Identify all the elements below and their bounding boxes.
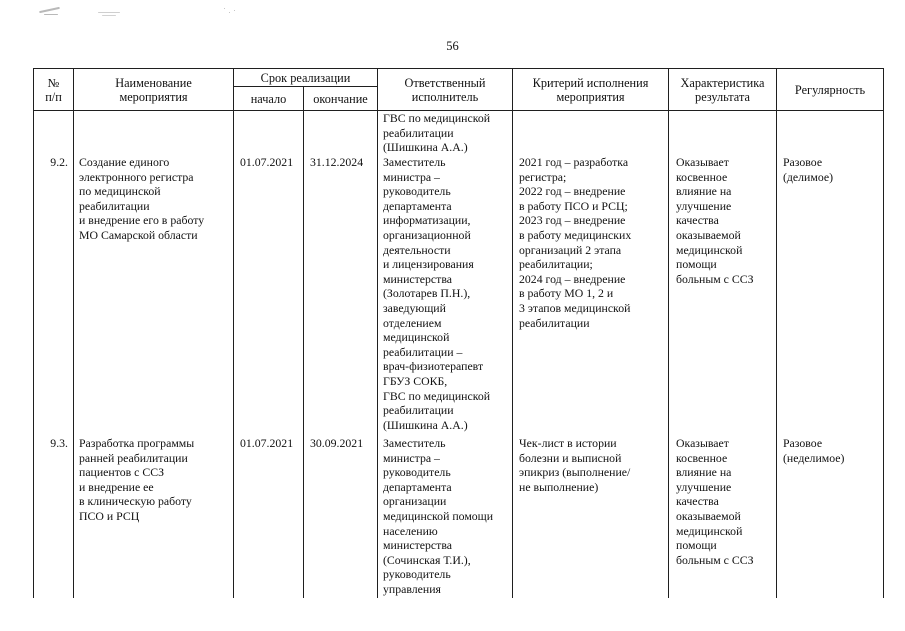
text-line: болезни и выписной xyxy=(519,450,622,465)
text-line: Заместитель xyxy=(383,155,446,169)
header-start-label: начало xyxy=(250,91,287,106)
text-line: в клиническую работу xyxy=(79,494,192,509)
text-line: регистра; xyxy=(519,169,567,184)
text-line: руководитель xyxy=(383,567,451,582)
text-line: (делимое) xyxy=(783,169,834,184)
text-line: мероприятия xyxy=(556,89,625,104)
text-line: (Золотарев П.Н.), xyxy=(383,286,471,301)
text-line: реабилитации xyxy=(519,315,590,330)
text-line: оказываемой xyxy=(676,227,741,242)
text-line: медицинской xyxy=(383,330,450,345)
text-line: министра – xyxy=(383,169,440,184)
carryover-responsible xyxy=(383,111,490,155)
text-line: больным с ССЗ xyxy=(676,552,754,567)
text-line: № xyxy=(47,75,60,90)
text-line: ранней реабилитации xyxy=(79,450,188,465)
text-line: 2024 год – внедрение xyxy=(519,271,626,286)
text-line: Критерий исполнения xyxy=(532,75,649,90)
row-number: 9.3. xyxy=(50,436,68,450)
text-line: реабилитации – xyxy=(383,344,463,359)
header-name xyxy=(74,69,233,110)
text-line: 3 этапов медицинской xyxy=(519,300,631,315)
text-line: Оказывает xyxy=(676,155,729,169)
header-start xyxy=(234,87,303,110)
text-line: реабилитации xyxy=(383,125,454,140)
text-line: населению xyxy=(383,523,438,538)
completion-criterion xyxy=(519,436,630,494)
text-line: организации xyxy=(383,494,447,509)
page-number: 56 xyxy=(446,39,459,53)
text-line: ГБУЗ СОКБ, xyxy=(383,373,448,388)
text-line: 2021 год – разработка xyxy=(519,155,629,169)
text-line: МО Самарской области xyxy=(79,227,198,242)
text-line: департамента xyxy=(383,479,452,494)
responsible-executor xyxy=(383,436,493,597)
text-line: руководитель xyxy=(383,184,451,199)
text-line: улучшение xyxy=(676,479,732,494)
text-line: медицинской помощи xyxy=(383,508,494,523)
header-end xyxy=(304,87,377,110)
text-line: косвенное xyxy=(676,450,728,465)
text-line: в работу МО 1, 2 и xyxy=(519,286,614,301)
text-line: информатизации, xyxy=(383,213,471,228)
text-line: реабилитации; xyxy=(519,257,593,272)
text-line: влияние на xyxy=(676,184,732,199)
header-end-label: окончание xyxy=(313,91,368,106)
text-line: улучшение xyxy=(676,198,732,213)
text-line: Заместитель xyxy=(383,436,446,450)
text-line: врач-физиотерапевт xyxy=(383,359,484,374)
text-line: косвенное xyxy=(676,169,728,184)
text-line: организационной xyxy=(383,227,471,242)
text-line: 2023 год – внедрение xyxy=(519,213,626,228)
text-line: ГВС по медицинской xyxy=(383,388,491,403)
text-line: ГВС по медицинской xyxy=(383,111,491,125)
text-line: и внедрение его в работу xyxy=(79,213,205,228)
text-line: помощи xyxy=(676,257,717,272)
text-line: медицинской xyxy=(676,523,743,538)
header-result xyxy=(669,69,776,110)
text-line: качества xyxy=(676,213,719,228)
start-date: 01.07.2021 xyxy=(240,155,294,169)
text-line: больным с ССЗ xyxy=(676,271,754,286)
text-line: министра – xyxy=(383,450,440,465)
text-line: Чек-лист в истории xyxy=(519,436,617,450)
text-line: управления xyxy=(383,581,441,596)
text-line: медицинской xyxy=(676,242,743,257)
text-line: Разработка программы xyxy=(79,436,195,450)
text-line: ПСО и РСЦ xyxy=(79,508,140,523)
text-line: министерства xyxy=(383,271,452,286)
text-line: результата xyxy=(695,89,750,104)
text-line: отделением xyxy=(383,315,442,330)
text-line: не выполнение) xyxy=(519,479,599,494)
header-regularity-label: Регулярность xyxy=(794,82,866,97)
text-line: качества xyxy=(676,494,719,509)
header-criterion xyxy=(513,69,668,110)
row-number: 9.2. xyxy=(50,155,68,169)
text-line: Характеристика xyxy=(680,75,765,90)
measure-name xyxy=(79,436,194,524)
text-line: п/п xyxy=(45,89,62,104)
text-line: в работу ПСО и РСЦ; xyxy=(519,198,628,213)
text-line: (неделимое) xyxy=(783,450,845,465)
result-characteristic xyxy=(676,155,754,286)
text-line: реабилитации xyxy=(383,403,454,418)
text-line: 2022 год – внедрение xyxy=(519,184,626,199)
text-line: оказываемой xyxy=(676,508,741,523)
end-date: 31.12.2024 xyxy=(310,155,364,169)
text-line: (Шишкина А.А.) xyxy=(383,140,468,155)
header-period-label: Срок реализации xyxy=(260,70,351,85)
header-regularity xyxy=(777,69,883,110)
text-line: заведующий xyxy=(383,300,446,315)
text-line: (Сочинская Т.И.), xyxy=(383,552,471,567)
text-line: департамента xyxy=(383,198,452,213)
text-line: исполнитель xyxy=(411,89,479,104)
text-line: и лицензирования xyxy=(383,257,474,272)
text-line: пациентов с ССЗ xyxy=(79,465,164,480)
regularity xyxy=(783,436,844,465)
text-line: в работу медицинских xyxy=(519,227,632,242)
result-characteristic xyxy=(676,436,754,567)
text-line: помощи xyxy=(676,538,717,553)
header-num xyxy=(34,69,73,110)
header-period xyxy=(234,69,377,86)
text-line: реабилитации xyxy=(79,198,150,213)
text-line: и внедрение ее xyxy=(79,479,154,494)
measure-name xyxy=(79,155,204,243)
text-line: электронного регистра xyxy=(79,169,194,184)
text-line: (Шишкина А.А.) xyxy=(383,417,468,432)
text-line: Наименование xyxy=(115,75,192,90)
text-line: Разовое xyxy=(783,436,823,450)
text-line: деятельности xyxy=(383,242,451,257)
text-line: министерства xyxy=(383,538,452,553)
text-line: Разовое xyxy=(783,155,823,169)
text-line: эпикриз (выполнение/ xyxy=(519,465,631,480)
text-line: по медицинской xyxy=(79,184,161,199)
responsible-executor xyxy=(383,155,490,432)
text-line: организаций 2 этапа xyxy=(519,242,622,257)
header-responsible xyxy=(378,69,512,110)
text-line: Создание единого xyxy=(79,155,170,169)
regularity xyxy=(783,155,833,184)
text-line: Оказывает xyxy=(676,436,729,450)
text-line: руководитель xyxy=(383,465,451,480)
text-line: влияние на xyxy=(676,465,732,480)
end-date: 30.09.2021 xyxy=(310,436,364,450)
start-date: 01.07.2021 xyxy=(240,436,294,450)
text-line: мероприятия xyxy=(119,89,188,104)
completion-criterion xyxy=(519,155,631,330)
text-line: Ответственный xyxy=(404,75,486,90)
